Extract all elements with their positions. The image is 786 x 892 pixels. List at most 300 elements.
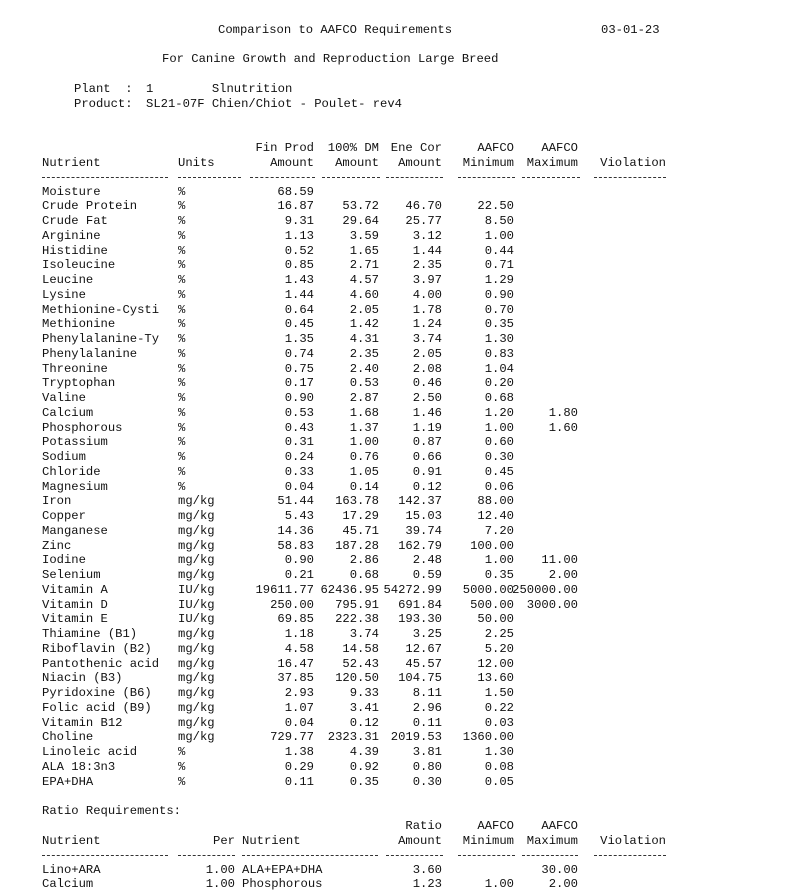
nutrient-cell: Niacin (B3)	[42, 671, 123, 686]
units-cell: %	[178, 745, 186, 759]
ene-cor-amount-cell: 2.50	[412, 391, 442, 405]
aafco-minimum-cell: 0.60	[484, 435, 514, 450]
fin-prod-amount-cell: 68.59	[277, 184, 314, 199]
units-cell: IU/kg	[178, 612, 215, 627]
fin-prod-amount-cell: 9.31	[284, 214, 314, 228]
report-title: Comparison to AAFCO Requirements	[218, 23, 453, 37]
fin-prod-amount-cell: 37.85	[277, 671, 314, 686]
units-cell: %	[178, 376, 186, 391]
per-nutrient-cell: ALA+EPA+DHA	[242, 862, 323, 877]
ene-cor-amount-cell: 15.03	[405, 509, 442, 523]
per-cell: 1.00	[205, 877, 235, 892]
fin-prod-amount-cell: 0.43	[284, 420, 314, 435]
violation-cell: Violation	[600, 834, 666, 848]
dm-amount-cell: 100% DM	[327, 141, 379, 155]
aafco-maximum-cell: 250000.00	[512, 582, 578, 597]
units-cell: %	[178, 450, 186, 464]
nutrient-cell: Tryptophan	[42, 376, 116, 391]
nutrient-cell: Calcium	[42, 405, 94, 420]
nutrient-cell: Crude Fat	[42, 214, 108, 228]
aafco-minimum-cell: 0.03	[484, 715, 514, 730]
ene-cor-amount-cell: 39.74	[405, 523, 442, 538]
aafco-minimum-cell: 0.71	[484, 258, 514, 273]
nutrient-cell: Iron	[42, 494, 72, 509]
fin-prod-amount-cell: 729.77	[270, 730, 314, 745]
dm-amount-cell: 52.43	[342, 656, 379, 671]
aafco-minimum-cell: 1.00	[484, 228, 514, 243]
fin-prod-amount-cell: 0.90	[284, 553, 314, 568]
ene-cor-amount-cell: 46.70	[405, 199, 442, 214]
units-cell: mg/kg	[178, 538, 215, 553]
aafco-minimum-cell: 1.50	[484, 686, 514, 700]
aafco-maximum-cell: 30.00	[541, 862, 578, 877]
units-cell: %	[178, 435, 186, 450]
units-cell: mg/kg	[178, 641, 215, 656]
units-cell: %	[178, 228, 186, 243]
aafco-minimum-cell: 0.35	[484, 568, 514, 582]
ene-cor-amount-cell: 3.97	[412, 273, 442, 287]
ene-cor-amount-cell: 193.30	[398, 612, 442, 627]
dm-amount-cell: 1.68	[349, 405, 379, 420]
fin-prod-amount-cell: Fin Prod	[255, 141, 314, 155]
dm-amount-cell: 62436.95	[320, 582, 379, 597]
units-cell: mg/kg	[178, 627, 215, 641]
ene-cor-amount-cell: 1.78	[412, 302, 442, 317]
ene-cor-amount-cell: Amount	[398, 156, 442, 170]
ene-cor-amount-cell: Ene Cor	[390, 141, 442, 155]
ene-cor-amount-cell: 0.80	[412, 759, 442, 774]
units-cell: %	[178, 214, 186, 228]
fin-prod-amount-cell: Amount	[270, 156, 314, 170]
fin-prod-amount-cell: 14.36	[277, 523, 314, 538]
ene-cor-amount-cell: 1.46	[412, 405, 442, 420]
violation-cell: Violation	[600, 156, 666, 170]
ene-cor-amount-cell: 0.59	[412, 568, 442, 582]
nutrient-cell: Thiamine (B1)	[42, 627, 138, 641]
aafco-minimum-cell: 1.00	[484, 420, 514, 435]
nutrient-cell: Methionine-Cysti	[42, 302, 160, 317]
dm-amount-cell: 120.50	[335, 671, 379, 686]
dm-amount-cell: 3.41	[349, 700, 379, 715]
ratio-amount-cell: Ratio	[405, 819, 442, 833]
fin-prod-amount-cell: 1.44	[284, 287, 314, 302]
dm-amount-cell: 163.78	[335, 494, 379, 509]
ene-cor-amount-cell: 0.66	[412, 450, 442, 464]
dm-amount-cell: 14.58	[342, 641, 379, 656]
nutrient-cell: Choline	[42, 730, 94, 745]
nutrient-cell: Potassium	[42, 435, 108, 450]
dm-amount-cell: 29.64	[342, 214, 379, 228]
fin-prod-amount-cell: 1.35	[284, 332, 314, 346]
fin-prod-amount-cell: 250.00	[270, 597, 314, 612]
dm-amount-cell: 4.31	[349, 332, 379, 346]
aafco-maximum-cell: Maximum	[526, 834, 578, 848]
aafco-minimum-cell: 0.05	[484, 774, 514, 789]
dm-amount-cell: 1.65	[349, 243, 379, 258]
dm-amount-cell: 17.29	[342, 509, 379, 523]
aafco-minimum-cell: 12.40	[477, 509, 514, 523]
ene-cor-amount-cell: 1.44	[412, 243, 442, 258]
header-underline	[522, 177, 580, 178]
aafco-minimum-cell: 100.00	[470, 538, 514, 553]
product-label: Product:	[74, 97, 133, 111]
header-underline	[458, 177, 515, 178]
plant-value: 1 Slnutrition	[146, 82, 293, 96]
fin-prod-amount-cell: 19611.77	[255, 582, 314, 597]
dm-amount-cell: 0.14	[349, 479, 379, 494]
nutrient-cell: Isoleucine	[42, 258, 116, 273]
header-underline	[522, 855, 578, 856]
units-cell: %	[178, 391, 186, 405]
aafco-minimum-cell: 0.45	[484, 464, 514, 479]
dm-amount-cell: 3.59	[349, 228, 379, 243]
aafco-minimum-cell: Minimum	[462, 834, 514, 848]
ene-cor-amount-cell: 0.91	[412, 464, 442, 479]
fin-prod-amount-cell: 0.11	[284, 774, 314, 789]
fin-prod-amount-cell: 0.04	[284, 715, 314, 730]
fin-prod-amount-cell: 0.85	[284, 258, 314, 273]
nutrient-cell: Zinc	[42, 538, 72, 553]
header-underline	[594, 855, 666, 856]
ene-cor-amount-cell: 1.24	[412, 317, 442, 332]
report-subtitle: For Canine Growth and Reproduction Large Breed	[162, 52, 499, 66]
fin-prod-amount-cell: 0.21	[284, 568, 314, 582]
nutrient-cell: Nutrient	[42, 156, 101, 170]
ene-cor-amount-cell: 0.87	[412, 435, 442, 450]
aafco-minimum-cell: 500.00	[470, 597, 514, 612]
fin-prod-amount-cell: 5.43	[284, 509, 314, 523]
units-cell: IU/kg	[178, 597, 215, 612]
dm-amount-cell: 1.05	[349, 464, 379, 479]
ene-cor-amount-cell: 2019.53	[390, 730, 442, 745]
nutrient-cell: Leucine	[42, 273, 94, 287]
dm-amount-cell: 0.53	[349, 376, 379, 391]
ene-cor-amount-cell: 0.46	[412, 376, 442, 391]
dm-amount-cell: 0.76	[349, 450, 379, 464]
aafco-minimum-cell: 0.08	[484, 759, 514, 774]
fin-prod-amount-cell: 1.38	[284, 745, 314, 759]
aafco-minimum-cell: 50.00	[477, 612, 514, 627]
dm-amount-cell: Amount	[335, 156, 379, 170]
fin-prod-amount-cell: 0.04	[284, 479, 314, 494]
nutrient-cell: ALA 18:3n3	[42, 759, 116, 774]
dm-amount-cell: 1.37	[349, 420, 379, 435]
header-underline	[178, 177, 241, 178]
aafco-minimum-cell: 0.70	[484, 302, 514, 317]
header-underline	[178, 855, 235, 856]
ene-cor-amount-cell: 3.81	[412, 745, 442, 759]
units-cell: %	[178, 302, 186, 317]
aafco-minimum-cell: 1.04	[484, 361, 514, 376]
fin-prod-amount-cell: 0.24	[284, 450, 314, 464]
nutrient-cell: Moisture	[42, 184, 101, 199]
fin-prod-amount-cell: 0.29	[284, 759, 314, 774]
units-cell: %	[178, 258, 186, 273]
nutrient-cell: Phenylalanine	[42, 346, 138, 361]
units-cell: %	[178, 317, 186, 332]
ene-cor-amount-cell: 2.48	[412, 553, 442, 568]
units-cell: %	[178, 361, 186, 376]
dm-amount-cell: 4.60	[349, 287, 379, 302]
nutrient-cell: Methionine	[42, 317, 116, 332]
report-date: 03-01-23	[601, 23, 660, 37]
ratio-amount-cell: Amount	[398, 834, 442, 848]
dm-amount-cell: 2.86	[349, 553, 379, 568]
aafco-maximum-cell: 11.00	[541, 553, 578, 568]
nutrient-cell: Vitamin D	[42, 597, 108, 612]
nutrient-cell: Phenylalanine-Ty	[42, 332, 160, 346]
fin-prod-amount-cell: 0.53	[284, 405, 314, 420]
ene-cor-amount-cell: 2.96	[412, 700, 442, 715]
fin-prod-amount-cell: 0.90	[284, 391, 314, 405]
aafco-minimum-cell: Minimum	[462, 156, 514, 170]
fin-prod-amount-cell: 16.47	[277, 656, 314, 671]
units-cell: mg/kg	[178, 686, 215, 700]
fin-prod-amount-cell: 0.64	[284, 302, 314, 317]
aafco-minimum-cell: 0.44	[484, 243, 514, 258]
nutrient-cell: Arginine	[42, 228, 101, 243]
header-underline	[458, 855, 515, 856]
fin-prod-amount-cell: 1.18	[284, 627, 314, 641]
units-cell: mg/kg	[178, 494, 215, 509]
fin-prod-amount-cell: 0.33	[284, 464, 314, 479]
dm-amount-cell: 2.87	[349, 391, 379, 405]
ene-cor-amount-cell: 691.84	[398, 597, 442, 612]
aafco-minimum-cell: 0.90	[484, 287, 514, 302]
nutrient-cell: Histidine	[42, 243, 108, 258]
ratio-amount-cell: 1.23	[412, 877, 442, 892]
header-underline	[42, 177, 168, 178]
ene-cor-amount-cell: 0.30	[412, 774, 442, 789]
dm-amount-cell: 9.33	[349, 686, 379, 700]
aafco-minimum-cell: 1.29	[484, 273, 514, 287]
dm-amount-cell: 0.12	[349, 715, 379, 730]
aafco-minimum-cell: 12.00	[477, 656, 514, 671]
fin-prod-amount-cell: 51.44	[277, 494, 314, 509]
nutrient-cell: Folic acid (B9)	[42, 700, 152, 715]
dm-amount-cell: 0.35	[349, 774, 379, 789]
header-underline	[42, 855, 168, 856]
nutrient-cell: Valine	[42, 391, 86, 405]
aafco-minimum-cell: 1.30	[484, 332, 514, 346]
aafco-minimum-cell: 7.20	[484, 523, 514, 538]
units-cell: %	[178, 346, 186, 361]
header-underline	[386, 855, 443, 856]
units-cell: mg/kg	[178, 715, 215, 730]
dm-amount-cell: 4.39	[349, 745, 379, 759]
ene-cor-amount-cell: 0.11	[412, 715, 442, 730]
aafco-maximum-cell: Maximum	[526, 156, 578, 170]
nutrient-cell: Linoleic acid	[42, 745, 138, 759]
per-nutrient-cell: Nutrient	[242, 834, 301, 848]
fin-prod-amount-cell: 69.85	[277, 612, 314, 627]
aafco-maximum-cell: AAFCO	[541, 819, 578, 833]
ene-cor-amount-cell: 54272.99	[383, 582, 442, 597]
units-cell: mg/kg	[178, 509, 215, 523]
header-underline	[242, 855, 378, 856]
aafco-minimum-cell: 5000.00	[462, 582, 514, 597]
units-cell: %	[178, 759, 186, 774]
dm-amount-cell: 0.92	[349, 759, 379, 774]
units-cell: %	[178, 464, 186, 479]
ene-cor-amount-cell: 3.25	[412, 627, 442, 641]
fin-prod-amount-cell: 0.17	[284, 376, 314, 391]
nutrient-cell: Calcium	[42, 877, 94, 892]
ene-cor-amount-cell: 2.35	[412, 258, 442, 273]
aafco-minimum-cell: 0.68	[484, 391, 514, 405]
fin-prod-amount-cell: 1.13	[284, 228, 314, 243]
aafco-minimum-cell: AAFCO	[477, 141, 514, 155]
aafco-maximum-cell: 2.00	[548, 877, 578, 892]
header-underline	[250, 177, 315, 178]
units-cell: %	[178, 184, 186, 199]
ene-cor-amount-cell: 1.19	[412, 420, 442, 435]
dm-amount-cell: 2.35	[349, 346, 379, 361]
ene-cor-amount-cell: 2.08	[412, 361, 442, 376]
aafco-minimum-cell: 13.60	[477, 671, 514, 686]
dm-amount-cell: 222.38	[335, 612, 379, 627]
aafco-minimum-cell: 1360.00	[462, 730, 514, 745]
aafco-minimum-cell: 0.20	[484, 376, 514, 391]
ene-cor-amount-cell: 0.12	[412, 479, 442, 494]
nutrient-cell: Threonine	[42, 361, 108, 376]
dm-amount-cell: 1.42	[349, 317, 379, 332]
nutrient-cell: Pyridoxine (B6)	[42, 686, 152, 700]
nutrient-cell: Manganese	[42, 523, 108, 538]
fin-prod-amount-cell: 4.58	[284, 641, 314, 656]
nutrient-cell: Riboflavin (B2)	[42, 641, 152, 656]
nutrient-cell: Sodium	[42, 450, 86, 464]
units-cell: mg/kg	[178, 700, 215, 715]
nutrient-cell: Vitamin E	[42, 612, 108, 627]
nutrient-cell: Vitamin B12	[42, 715, 123, 730]
ene-cor-amount-cell: 12.67	[405, 641, 442, 656]
nutrient-cell: Lino+ARA	[42, 862, 101, 877]
units-cell: %	[178, 287, 186, 302]
nutrient-cell: Vitamin A	[42, 582, 108, 597]
units-cell: %	[178, 199, 186, 214]
dm-amount-cell: 45.71	[342, 523, 379, 538]
aafco-maximum-cell: 2.00	[548, 568, 578, 582]
dm-amount-cell: 795.91	[335, 597, 379, 612]
fin-prod-amount-cell: 1.43	[284, 273, 314, 287]
ene-cor-amount-cell: 3.12	[412, 228, 442, 243]
product-value: SL21-07F Chien/Chiot - Poulet- rev4	[146, 97, 402, 111]
dm-amount-cell: 187.28	[335, 538, 379, 553]
units-cell: %	[178, 405, 186, 420]
units-cell: %	[178, 479, 186, 494]
nutrient-cell: Phosphorous	[42, 420, 123, 435]
aafco-minimum-cell: 1.20	[484, 405, 514, 420]
ene-cor-amount-cell: 2.05	[412, 346, 442, 361]
fin-prod-amount-cell: 16.87	[277, 199, 314, 214]
dm-amount-cell: 2323.31	[327, 730, 379, 745]
dm-amount-cell: 1.00	[349, 435, 379, 450]
units-cell: mg/kg	[178, 568, 215, 582]
header-underline	[322, 177, 380, 178]
aafco-minimum-cell: 0.35	[484, 317, 514, 332]
nutrient-cell: Lysine	[42, 287, 86, 302]
ene-cor-amount-cell: 45.57	[405, 656, 442, 671]
nutrient-cell: Iodine	[42, 553, 86, 568]
aafco-minimum-cell: 2.25	[484, 627, 514, 641]
fin-prod-amount-cell: 2.93	[284, 686, 314, 700]
nutrient-cell: Chloride	[42, 464, 101, 479]
nutrient-cell: Crude Protein	[42, 199, 138, 214]
ene-cor-amount-cell: 142.37	[398, 494, 442, 509]
units-cell: %	[178, 273, 186, 287]
units-cell: mg/kg	[178, 553, 215, 568]
fin-prod-amount-cell: 0.31	[284, 435, 314, 450]
aafco-minimum-cell: 1.00	[484, 877, 514, 892]
per-cell: 1.00	[205, 862, 235, 877]
aafco-minimum-cell: 22.50	[477, 199, 514, 214]
header-underline	[386, 177, 443, 178]
aafco-maximum-cell: 3000.00	[526, 597, 578, 612]
ene-cor-amount-cell: 162.79	[398, 538, 442, 553]
ratio-section-title: Ratio Requirements:	[42, 804, 181, 818]
dm-amount-cell: 2.40	[349, 361, 379, 376]
aafco-minimum-cell: 0.83	[484, 346, 514, 361]
ene-cor-amount-cell: 4.00	[412, 287, 442, 302]
nutrient-cell: Nutrient	[42, 834, 101, 848]
dm-amount-cell: 53.72	[342, 199, 379, 214]
per-nutrient-cell: Phosphorous	[242, 877, 323, 892]
aafco-minimum-cell: 5.20	[484, 641, 514, 656]
nutrient-cell: EPA+DHA	[42, 774, 94, 789]
units-cell: %	[178, 243, 186, 258]
plant-label: Plant :	[74, 82, 133, 96]
dm-amount-cell: 4.57	[349, 273, 379, 287]
aafco-minimum-cell: 0.06	[484, 479, 514, 494]
fin-prod-amount-cell: 0.52	[284, 243, 314, 258]
units-cell: mg/kg	[178, 730, 215, 745]
units-cell: mg/kg	[178, 656, 215, 671]
dm-amount-cell: 3.74	[349, 627, 379, 641]
aafco-minimum-cell: 0.22	[484, 700, 514, 715]
ene-cor-amount-cell: 25.77	[405, 214, 442, 228]
units-cell: Units	[178, 156, 215, 170]
units-cell: IU/kg	[178, 582, 215, 597]
aafco-maximum-cell: 1.80	[548, 405, 578, 420]
fin-prod-amount-cell: 0.74	[284, 346, 314, 361]
units-cell: %	[178, 774, 186, 789]
aafco-maximum-cell: AAFCO	[541, 141, 578, 155]
aafco-minimum-cell: 0.30	[484, 450, 514, 464]
aafco-minimum-cell: 8.50	[484, 214, 514, 228]
dm-amount-cell: 0.68	[349, 568, 379, 582]
per-cell: Per	[213, 834, 235, 848]
dm-amount-cell: 2.05	[349, 302, 379, 317]
aafco-minimum-cell: AAFCO	[477, 819, 514, 833]
nutrient-cell: Selenium	[42, 568, 101, 582]
ratio-amount-cell: 3.60	[412, 862, 442, 877]
fin-prod-amount-cell: 1.07	[284, 700, 314, 715]
fin-prod-amount-cell: 0.75	[284, 361, 314, 376]
fin-prod-amount-cell: 58.83	[277, 538, 314, 553]
ene-cor-amount-cell: 104.75	[398, 671, 442, 686]
ene-cor-amount-cell: 8.11	[412, 686, 442, 700]
aafco-minimum-cell: 88.00	[477, 494, 514, 509]
ene-cor-amount-cell: 3.74	[412, 332, 442, 346]
fin-prod-amount-cell: 0.45	[284, 317, 314, 332]
aafco-maximum-cell: 1.60	[548, 420, 578, 435]
units-cell: mg/kg	[178, 671, 215, 686]
units-cell: mg/kg	[178, 523, 215, 538]
header-underline	[594, 177, 666, 178]
nutrient-cell: Pantothenic acid	[42, 656, 160, 671]
nutrient-cell: Copper	[42, 509, 86, 523]
